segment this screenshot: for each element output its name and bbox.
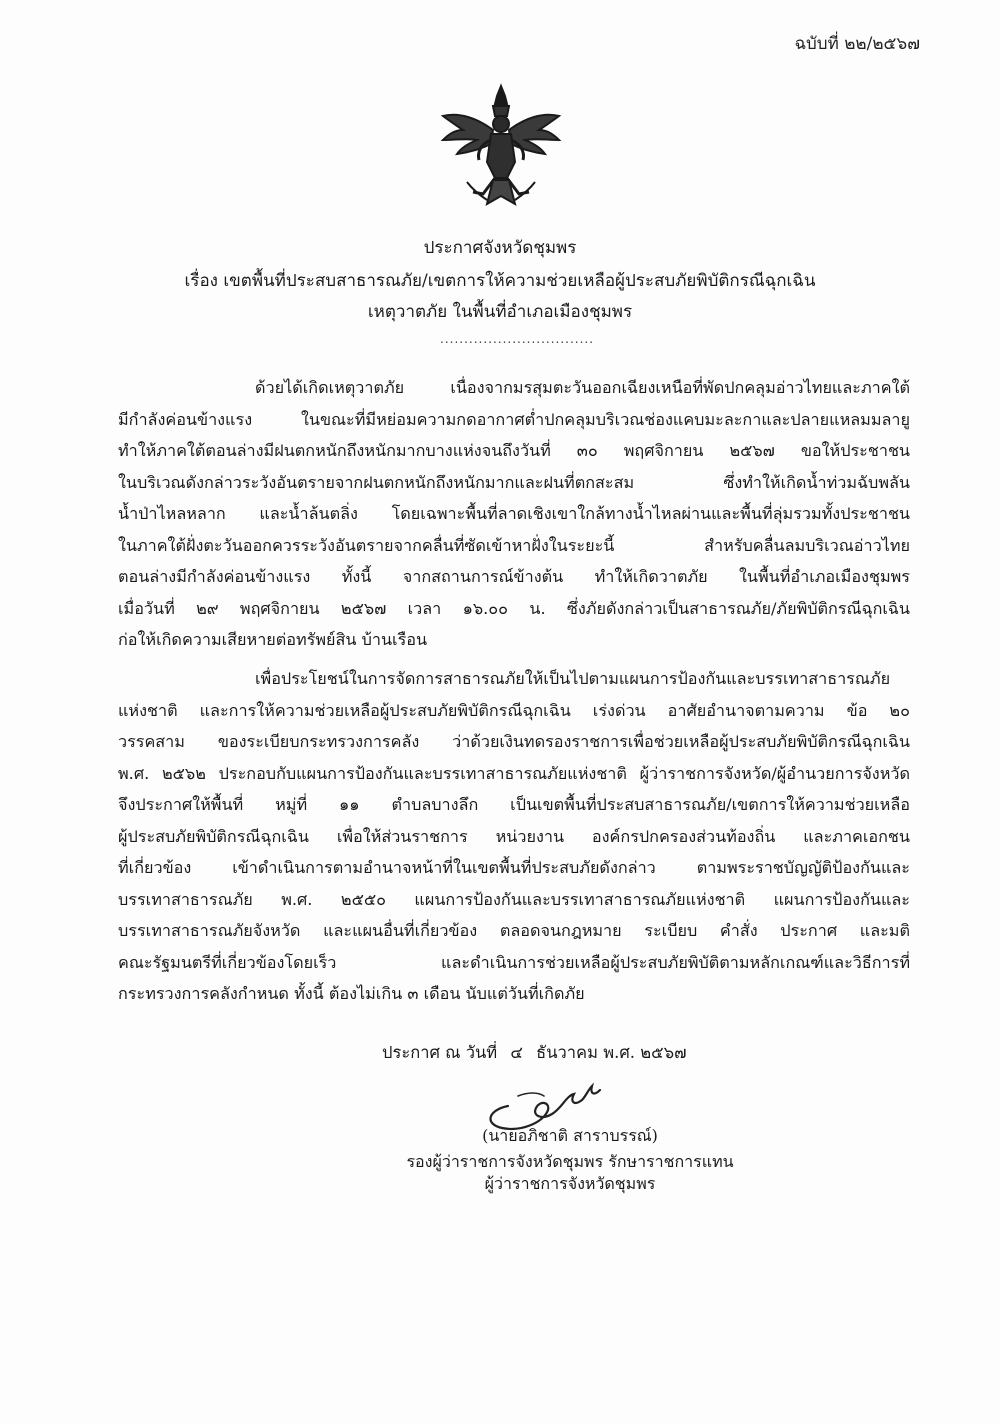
paragraph-line: จึงประกาศให้พื้นที่ หมู่ที่ ๑๑ ตำบลบางลึก เป็นเขตพื้นที่ประสบสาธารณภัย/เขตการให้ความช่วยเหลือ (118, 795, 910, 814)
paragraph-2 (118, 663, 910, 1010)
paragraph-line: ทำให้ภาคใต้ตอนล่างมีฝนตกหนักถึงหนักมากบางแห่งจนถึงวันที่ ๓๐ พฤศจิกายน ๒๕๖๗ ขอให้ประชาชน (118, 441, 910, 460)
paragraph-line: พ.ศ. ๒๕๖๒ ประกอบกับแผนการป้องกันและบรรเทาสาธารณภัยแห่งชาติ ผู้ว่าราชการจังหวัด/ผู้อำนวยการจังหวัด (118, 763, 910, 783)
paragraph-line: ในบริเวณดังกล่าวระวังอันตรายจากฝนตกหนักถึงหนักมากและฝนที่ตกสะสม ซึ่งทำให้เกิดน้ำท่วมฉับพลัน (118, 472, 910, 492)
signer-title: รองผู้ว่าราชการจังหวัดชุมพร รักษาราชการแทน (406, 1152, 734, 1171)
signer-title-2: ผู้ว่าราชการจังหวัดชุมพร (484, 1174, 656, 1193)
paragraph-line: ในภาคใต้ฝั่งตะวันออกควรระวังอันตรายจากคลื่นที่ซัดเข้าหาฝั่งในระยะนี้ สำหรับคลื่นลมบริเวณอ่าวไทย (118, 535, 910, 555)
date-month-year: ธันวาคม พ.ศ. ๒๕๖๗ (536, 1043, 687, 1062)
paragraph-line: มีกำลังค่อนข้างแรง ในขณะที่มีหย่อมความกดอากาศต่ำปกคลุมบริเวณช่องแคบมะละกาและปลายแหลมมลายู (118, 409, 910, 429)
paragraph-line: คณะรัฐมนตรีที่เกี่ยวข้องโดยเร็ว และดำเนินการช่วยเหลือผู้ประสบภัยพิบัติตามหลักเกณฑ์และวิธีการที่ (118, 952, 910, 972)
announcement-subject: เรื่อง เขตพื้นที่ประสบสาธารณภัย/เขตการให้ความช่วยเหลือผู้ประสบภัยพิบัติกรณีฉุกเฉิน (184, 271, 816, 291)
separator-dots: ................................ (440, 332, 595, 346)
date-day: ๔ (510, 1043, 523, 1062)
paragraph-line: น้ำป่าไหลหลาก และน้ำล้นตลิ่ง โดยเฉพาะพื้นที่ลาดเชิงเขาใกล้ทางน้ำไหลผ่านและพื้นที่ลุ่มรวมทั้งประชาชน (118, 504, 910, 523)
paragraph-line: วรรคสาม ของระเบียบกระทรวงการคลัง ว่าด้วยเงินทดรองราชการเพื่อช่วยเหลือผู้ประสบภัยพิบัติกรณีฉุกเฉิน (118, 732, 910, 751)
document-number: ฉบับที่ ๒๒/๒๕๖๗ (794, 34, 920, 54)
paragraph-line: เมื่อวันที่ ๒๙ พฤศจิกายน ๒๕๖๗ เวลา ๑๖.๐๐ น. ซึ่งภัยดังกล่าวเป็นสาธารณภัย/ภัยพิบัติกรณีฉุกเฉิน (118, 598, 910, 618)
paragraph-line: กระทรวงการคลังกำหนด ทั้งนี้ ต้องไม่เกิน ๓ เดือน นับแต่วันที่เกิดภัย (118, 984, 585, 1003)
garuda-emblem-icon (437, 82, 565, 210)
announcement-subject-cont: เหตุวาตภัย ในพื้นที่อำเภอเมืองชุมพร (367, 302, 633, 322)
announcement-title: ประกาศจังหวัดชุมพร (423, 238, 577, 258)
paragraph-line: ที่เกี่ยวข้อง เข้าดำเนินการตามอำนาจหน้าที่ในเขตพื้นที่ประสบภัยดังกล่าว ตามพระราชบัญญัติป้องกันและ (118, 858, 910, 877)
announcement-date (382, 1040, 695, 1066)
paragraph-1 (118, 372, 910, 656)
paragraph-line: แห่งชาติ และการให้ความช่วยเหลือผู้ประสบภัยพิบัติกรณีฉุกเฉิน เร่งด่วน อาศัยอำนาจตามความ ข้อ ๒๐ (118, 700, 910, 720)
paragraph-line: บรรเทาสาธารณภัย พ.ศ. ๒๕๕๐ แผนการป้องกันและบรรเทาสาธารณภัยแห่งชาติ แผนการป้องกันและ (118, 889, 910, 909)
paragraph-line: เพื่อประโยชน์ในการจัดการสาธารณภัยให้เป็นไปตามแผนการป้องกันและบรรเทาสาธารณภัย (255, 669, 891, 688)
paragraph-line: ด้วยได้เกิดเหตุวาตภัย เนื่องจากมรสุมตะวันออกเฉียงเหนือที่พัดปกคลุมอ่าวไทยและภาคใต้ (255, 378, 910, 397)
paragraph-line: ก่อให้เกิดความเสียหายต่อทรัพย์สิน บ้านเรือน (118, 630, 428, 649)
paragraph-line: ตอนล่างมีกำลังค่อนข้างแรง ทั้งนี้ จากสถานการณ์ข้างต้น ทำให้เกิดวาตภัย ในพื้นที่อำเภอเมืองชุมพร (118, 567, 910, 586)
paragraph-line: บรรเทาสาธารณภัยจังหวัด และแผนอื่นที่เกี่ยวข้อง ตลอดจนกฎหมาย ระเบียบ คำสั่ง ประกาศ และมติ (118, 921, 910, 940)
signer-name: (นายอภิชาติ สาราบรรณ์) (482, 1126, 658, 1145)
date-prefix: ประกาศ ณ วันที่ (382, 1043, 498, 1062)
paragraph-line: ผู้ประสบภัยพิบัติกรณีฉุกเฉิน เพื่อให้ส่วนราชการ หน่วยงาน องค์กรปกครองส่วนท้องถิ่น และภาคเอกชน (118, 826, 910, 846)
